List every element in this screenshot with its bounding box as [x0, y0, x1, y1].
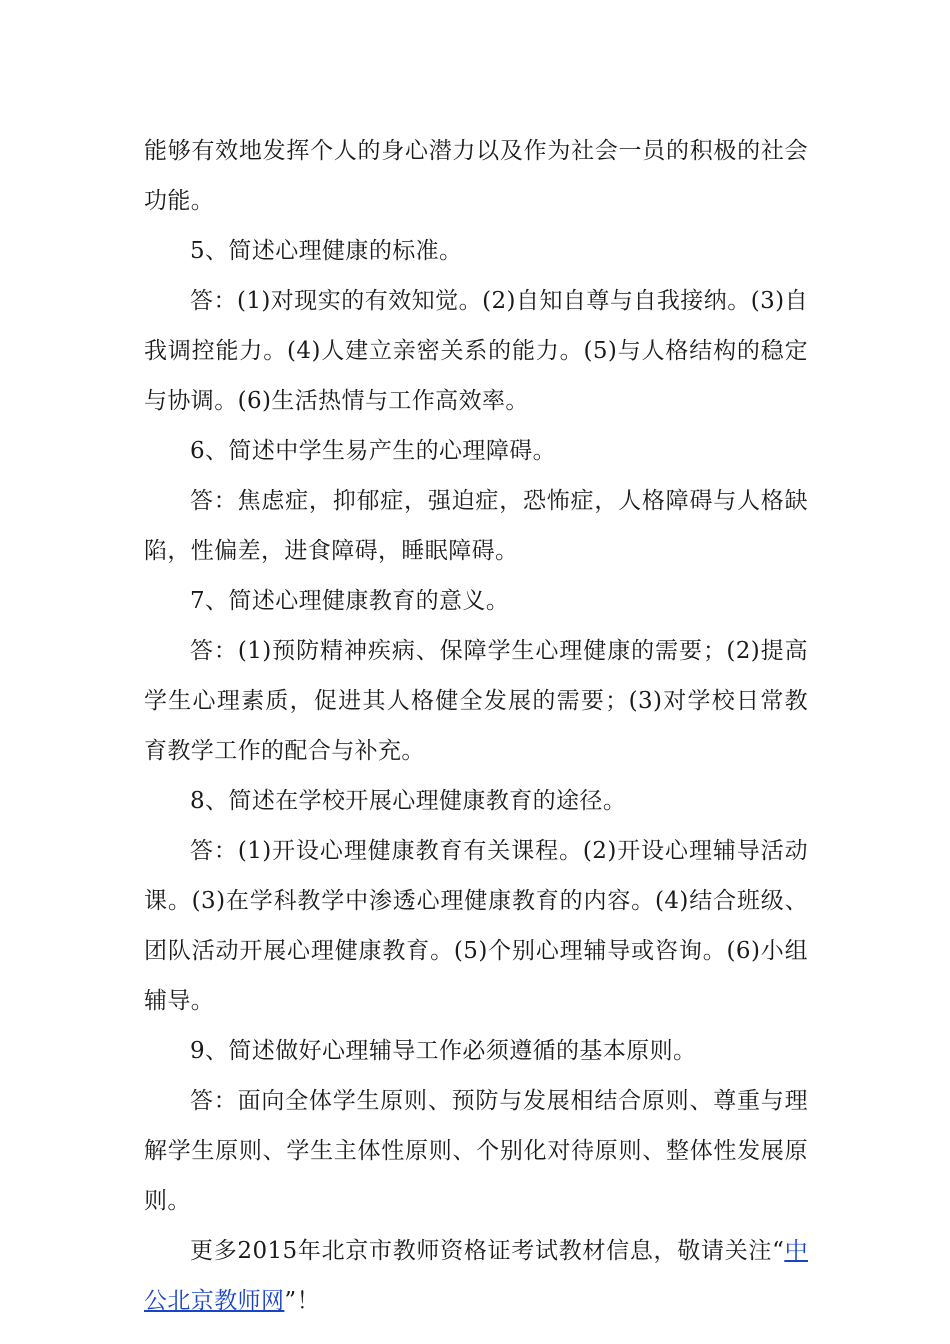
- answer-5: 答：(1)对现实的有效知觉。(2)自知自尊与自我接纳。(3)自我调控能力。(4)人建立亲密关系的能力。(5)与人格结构的稳定与协调。(6)生活热情与工作高效率。: [144, 288, 808, 414]
- answer-6: 答：焦虑症，抑郁症，强迫症，恐怖症，人格障碍与人格缺陷，性偏差，进食障碍，睡眠障碍。: [144, 488, 808, 564]
- footer-prefix: 更多2015年北京市教师资格证考试教材信息，敬请关注“: [190, 1238, 785, 1264]
- question-6: 6、简述中学生易产生的心理障碍。: [190, 438, 557, 464]
- answer-7: 答：(1)预防精神疾病、保障学生心理健康的需要；(2)提高学生心理素质，促进其人格健全发展的需要；(3)对学校日常教育教学工作的配合与补充。: [144, 638, 808, 764]
- zhonggong-beijing-teacher-link[interactable]: 中公北京教师网: [144, 1238, 808, 1314]
- answer-9: 答：面向全体学生原则、预防与发展相结合原则、尊重与理解学生原则、学生主体性原则、个别化对待原则、整体性发展原则。: [144, 1088, 808, 1214]
- answer-8: 答：(1)开设心理健康教育有关课程。(2)开设心理辅导活动课。(3)在学科教学中渗透心理健康教育的内容。(4)结合班级、团队活动开展心理健康教育。(5)个别心理辅导或咨询。(6)小组辅导。: [144, 838, 808, 1014]
- document-body: [144, 126, 808, 1326]
- question-9: 9、简述做好心理辅导工作必须遵循的基本原则。: [190, 1038, 697, 1064]
- paragraph-continuation: 能够有效地发挥个人的身心潜力以及作为社会一员的积极的社会功能。: [144, 138, 808, 214]
- question-7: 7、简述心理健康教育的意义。: [190, 588, 510, 614]
- question-8: 8、简述在学校开展心理健康教育的途径。: [190, 788, 627, 814]
- question-5: 5、简述心理健康的标准。: [190, 238, 463, 264]
- footer-notice: [144, 1226, 808, 1326]
- footer-suffix: ”！: [284, 1288, 320, 1314]
